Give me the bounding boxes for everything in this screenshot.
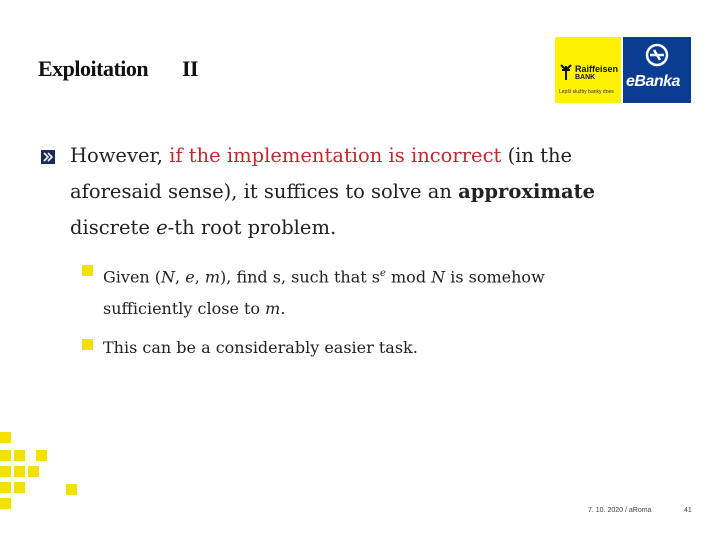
sub1-c: mod <box>385 267 432 287</box>
sub1-m2: m <box>265 299 281 319</box>
decor-square <box>0 466 11 477</box>
sub1-b: ), find s, such that s <box>220 267 380 287</box>
raiffeisen-logo <box>555 37 621 103</box>
p1-bold: approximate <box>458 180 596 203</box>
decor-square <box>14 482 25 493</box>
sub1-sep2: , <box>194 267 205 287</box>
sub-bullet-1 <box>82 265 93 276</box>
ebanka-mark-icon <box>645 43 669 67</box>
title-word: Exploitation <box>38 56 149 81</box>
sub1-m: m <box>204 267 221 287</box>
sub1-e: e <box>185 267 195 287</box>
p1-start: However, <box>70 144 163 167</box>
main-bullet-icon <box>41 150 55 164</box>
footer-date: 7. 10. 2020 / aRoma <box>588 507 652 514</box>
page-number: 41 <box>684 507 692 514</box>
p1-e: e <box>156 216 168 239</box>
ebanka-name: eBanka <box>626 73 680 90</box>
decor-square <box>66 484 77 495</box>
title-number: II <box>182 56 199 81</box>
decor-square <box>0 498 11 509</box>
decor-square <box>14 466 25 477</box>
decor-square <box>0 432 11 443</box>
decor-square <box>36 450 47 461</box>
sub1-d: is somehow sufficiently close to <box>103 267 545 319</box>
decor-square <box>14 450 25 461</box>
decor-square <box>28 466 39 477</box>
sub-item-1 <box>103 258 623 325</box>
decor-square <box>0 450 11 461</box>
raiffeisen-name: Raiffeisen <box>575 64 619 74</box>
slide-title <box>38 56 199 82</box>
logo-tagline: Lepší služby banky dnes <box>559 89 614 95</box>
p1-middle: (in the aforesaid sense), it suffices to solve an <box>70 144 573 203</box>
sub1-N2: N <box>431 267 446 287</box>
bank-logo <box>555 37 691 103</box>
sub1-a: Given ( <box>103 267 162 287</box>
decor-square <box>0 482 11 493</box>
sub1-N: N <box>161 267 176 287</box>
p1-end: -th root problem. <box>167 216 337 239</box>
raiffeisen-cross-icon <box>560 64 572 80</box>
sub1-end: . <box>280 299 286 319</box>
p1-discrete: discrete <box>70 216 150 239</box>
sub-item-2: This can be a considerably easier task. <box>103 338 418 357</box>
raiffeisen-bank: BANK <box>575 74 596 81</box>
p1-highlight: if the implementation is incorrect <box>169 144 502 167</box>
ebanka-logo <box>623 37 691 103</box>
main-paragraph <box>70 138 660 246</box>
sub1-sep1: , <box>175 267 186 287</box>
sub-bullet-2 <box>82 339 93 350</box>
sub1-sup: e <box>380 268 386 279</box>
